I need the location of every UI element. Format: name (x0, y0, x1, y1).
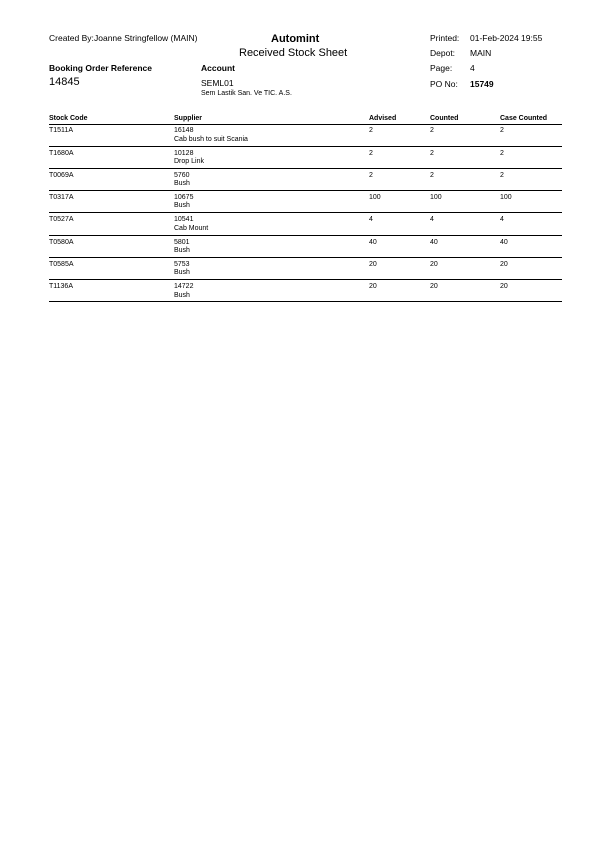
stock-code-cell: T1511A (49, 127, 73, 134)
description-cell: Bush (174, 180, 190, 187)
counted-cell: 20 (430, 283, 438, 290)
description-cell: Bush (174, 202, 190, 209)
company-name: Automint (271, 33, 320, 45)
account-name: Sem Lastik San. Ve TIC. A.S. (201, 90, 292, 97)
advised-cell: 2 (369, 150, 373, 157)
column-header-stock-code: Stock Code (49, 115, 88, 122)
booking-ref-value: 14845 (49, 76, 80, 88)
case-counted-cell: 20 (500, 283, 508, 290)
row-divider (49, 279, 562, 280)
supplier-code-cell: 5760 (174, 172, 190, 179)
case-counted-cell: 100 (500, 194, 512, 201)
case-counted-cell: 2 (500, 127, 504, 134)
row-divider (49, 168, 562, 169)
row-divider (49, 257, 562, 258)
account-code: SEML01 (201, 78, 234, 88)
advised-cell: 40 (369, 239, 377, 246)
description-cell: Drop Link (174, 158, 204, 165)
advised-cell: 20 (369, 261, 377, 268)
account-label: Account (201, 63, 235, 73)
counted-cell: 2 (430, 150, 434, 157)
supplier-code-cell: 10128 (174, 150, 194, 157)
stock-code-cell: T0069A (49, 172, 74, 179)
case-counted-cell: 20 (500, 261, 508, 268)
stock-code-cell: T0580A (49, 239, 74, 246)
page-value: 4 (470, 63, 475, 73)
printed-value: 01-Feb-2024 19:55 (470, 33, 543, 43)
stock-code-cell: T0527A (49, 216, 74, 223)
row-divider (49, 212, 562, 213)
counted-cell: 2 (430, 172, 434, 179)
counted-cell: 20 (430, 261, 438, 268)
description-cell: Bush (174, 269, 190, 276)
row-divider (49, 301, 562, 302)
supplier-code-cell: 10675 (174, 194, 194, 201)
row-divider (49, 146, 562, 147)
case-counted-cell: 2 (500, 172, 504, 179)
column-header-counted: Counted (430, 115, 459, 122)
created-by-label: Created By: (49, 33, 94, 43)
depot-value: MAIN (470, 48, 492, 58)
counted-cell: 40 (430, 239, 438, 246)
stock-code-cell: T0317A (49, 194, 74, 201)
column-header-advised: Advised (369, 115, 397, 122)
counted-cell: 4 (430, 216, 434, 223)
po-label: PO No: (430, 79, 458, 89)
advised-cell: 4 (369, 216, 373, 223)
page-label: Page: (430, 63, 453, 73)
stock-code-cell: T1136A (49, 283, 73, 290)
advised-cell: 100 (369, 194, 381, 201)
sheet-title: Received Stock Sheet (239, 47, 348, 59)
case-counted-cell: 4 (500, 216, 504, 223)
supplier-code-cell: 16148 (174, 127, 194, 134)
column-header-supplier: Supplier (174, 115, 203, 122)
description-cell: Cab bush to suit Scania (174, 136, 248, 143)
row-divider (49, 190, 562, 191)
booking-ref-label: Booking Order Reference (49, 63, 152, 73)
stock-code-cell: T0585A (49, 261, 74, 268)
case-counted-cell: 40 (500, 239, 508, 246)
counted-cell: 2 (430, 127, 434, 134)
counted-cell: 100 (430, 194, 442, 201)
column-header-case-counted: Case Counted (500, 115, 548, 122)
header-divider (49, 124, 562, 125)
description-cell: Bush (174, 292, 190, 299)
depot-label: Depot: (430, 48, 456, 58)
supplier-code-cell: 14722 (174, 283, 194, 290)
supplier-code-cell: 10541 (174, 216, 194, 223)
supplier-code-cell: 5753 (174, 261, 190, 268)
advised-cell: 2 (369, 172, 373, 179)
row-divider (49, 235, 562, 236)
po-value: 15749 (470, 79, 494, 89)
supplier-code-cell: 5801 (174, 239, 190, 246)
case-counted-cell: 2 (500, 150, 504, 157)
created-by-value: Joanne Stringfellow (MAIN) (94, 33, 198, 43)
advised-cell: 2 (369, 127, 373, 134)
printed-label: Printed: (430, 33, 460, 43)
description-cell: Bush (174, 247, 190, 254)
stock-code-cell: T1680A (49, 150, 74, 157)
description-cell: Cab Mount (174, 225, 209, 232)
advised-cell: 20 (369, 283, 377, 290)
